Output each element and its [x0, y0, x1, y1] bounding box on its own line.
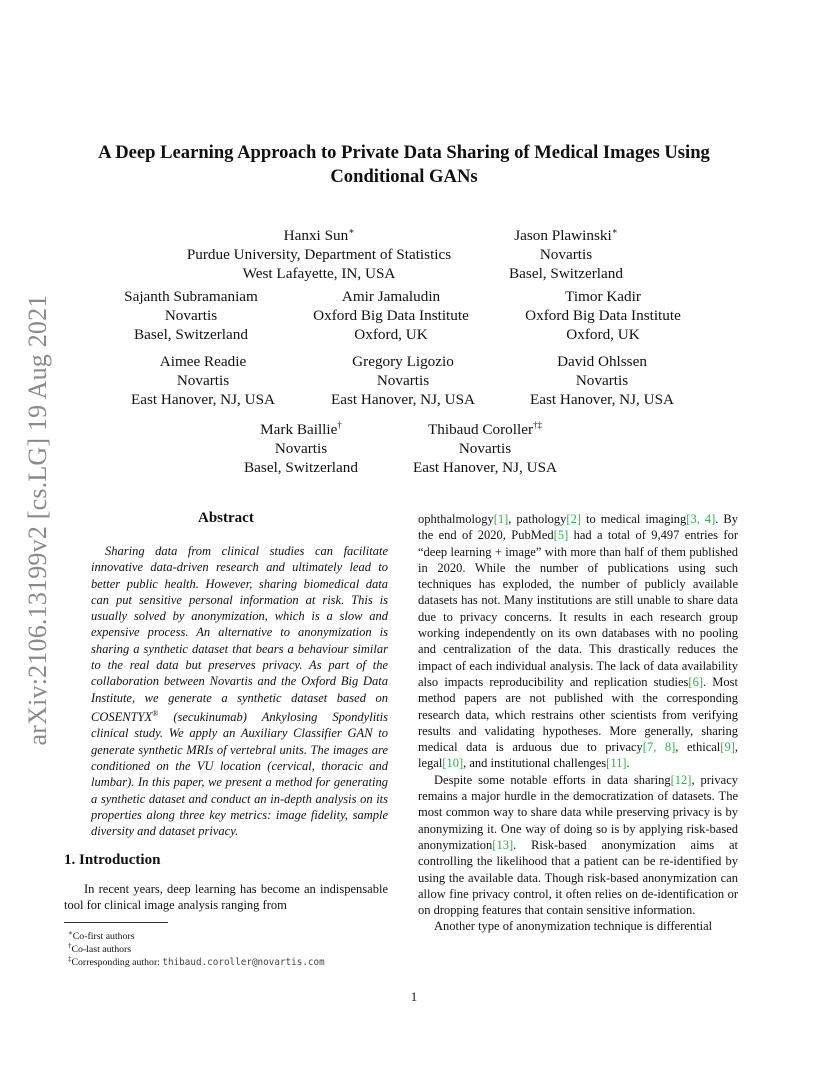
paper-title: [60, 141, 748, 189]
author-block-10: [400, 416, 570, 477]
citation-link[interactable]: [11]: [606, 756, 627, 771]
abstract-heading: Abstract: [198, 510, 254, 526]
text-run: , ethical: [675, 740, 721, 755]
text-run: . Risk-based anonymization aims at controlling the likelihood that a patient can be re-identified by using the available data. Though risk-based anonymization can allow fine privacy control, it often relies on de-identification or on dropping features that contain sensitive information.: [418, 837, 738, 918]
text-run: to medical imaging: [581, 512, 687, 526]
text-run: , privacy remains a major hurdle in the democratization of datasets. The most common way to share data while preserving privacy is by anonymizing it. One way of doing so is by applying risk-based anonymization: [418, 772, 738, 852]
author-affiliation: Purdue University, Department of Statistics: [186, 246, 452, 263]
text-run: .: [626, 756, 630, 771]
footnote-mark: ‡: [68, 955, 72, 963]
text-run: Another type of anonymization technique is differential: [434, 919, 713, 934]
citation-link[interactable]: [5]: [553, 528, 569, 543]
author-location: East Hanover, NJ, USA: [412, 459, 558, 476]
text-run: had a total of 9,497 entries for “deep learning + image” with more than half of them published in 2020. While the number of publications using such techniques has exploded, the number of publicly available datasets has not. Many institutions are still unable to share data due to privacy concerns. It results in each research group working independently on its own databases with no pooling and centralization of the data. This drastically reduces the impact of each individual analysis. The lack of data availability also impacts reproducibility and replication studies: [418, 528, 738, 689]
author-location: Basel, Switzerland: [509, 265, 623, 282]
author-block-9: [232, 416, 370, 477]
author-mark: †: [337, 420, 342, 430]
author-affiliation: Novartis: [164, 307, 218, 324]
arxiv-stamp: arXiv:2106.13199v2 [cs.LG] 19 Aug 2021: [23, 294, 52, 746]
author-name: Hanxi Sun: [283, 227, 349, 244]
author-block-4: [304, 287, 478, 344]
intro-text: In recent years, deep learning has become an indispensable tool for clinical image analysis ranging from: [64, 882, 388, 913]
citation-link[interactable]: [2]: [566, 512, 581, 526]
page-number: 1: [410, 990, 418, 1004]
author-affiliation: Novartis: [274, 440, 328, 457]
text-run: , and institutional challenges: [463, 756, 607, 771]
author-affiliation: Novartis: [376, 372, 430, 389]
author-affiliation: Novartis: [539, 246, 593, 263]
author-name: Aimee Readie: [159, 353, 247, 370]
author-name: Mark Baillie: [260, 421, 338, 438]
author-affiliation: Oxford Big Data Institute: [313, 307, 469, 324]
registered-mark: ®: [152, 708, 159, 718]
author-affiliation: Novartis: [176, 372, 230, 389]
author-location: East Hanover, NJ, USA: [330, 391, 476, 408]
footnote-3: [68, 953, 325, 969]
author-block-1: [178, 222, 460, 283]
author-block-6: [118, 352, 288, 409]
author-name: Timor Kadir: [565, 288, 641, 305]
author-mark: ∗: [348, 226, 355, 236]
right-paragraph-3: [418, 918, 738, 934]
intro-paragraph: [64, 881, 388, 914]
abstract-part-2: (secukinumab) Ankylosing Spondylitis clinical study. We apply an Auxiliary Classifier GAN to generate synthetic MRIs of vertebral units. The images are conditioned on the VU location (cervical, thoracic and lumbar). In this paper, we present a method for generating a synthetic dataset and conduct an in-depth analysis on its properties along three key metrics: image fidelity, sample diversity and dataset privacy.: [91, 710, 388, 839]
title-line-2: Conditional GANs: [330, 166, 478, 187]
footnote-text: Co-last authors: [71, 944, 132, 955]
author-block-3: [112, 287, 270, 344]
citation-link[interactable]: [13]: [492, 837, 514, 852]
author-name: David Ohlssen: [557, 353, 647, 370]
author-block-7: [318, 352, 488, 409]
title-line-1: A Deep Learning Approach to Private Data Sharing of Medical Images Using: [98, 142, 710, 163]
author-name: Thibaud Coroller: [427, 421, 534, 438]
author-block-2: [496, 222, 636, 283]
text-run: . Most method papers are not published with the corresponding research data, which restrains other scientists from verifying results and validating hypotheses. More generally, sharing medical data is arduous due to privacy: [418, 674, 738, 755]
citation-link[interactable]: [3, 4]: [686, 512, 716, 526]
citation-link[interactable]: [10]: [442, 756, 464, 771]
text-run: , legal: [418, 740, 738, 771]
text-run: Despite some notable efforts in data sharing: [434, 772, 671, 787]
footnote-text: Corresponding author:: [71, 957, 163, 968]
text-run: ophthalmology: [418, 512, 494, 526]
author-affiliation: Oxford Big Data Institute: [525, 307, 681, 324]
author-name: Sajanth Subramaniam: [124, 288, 258, 305]
citation-link[interactable]: [12]: [670, 772, 692, 787]
citation-link[interactable]: [1]: [493, 512, 509, 526]
text-run: , pathology: [508, 512, 567, 526]
author-block-8: [517, 352, 687, 409]
abstract-text: [91, 543, 388, 840]
author-location: Oxford, UK: [566, 326, 640, 343]
author-affiliation: Novartis: [458, 440, 512, 457]
section-heading-introduction: 1. Introduction: [64, 852, 161, 868]
author-name: Gregory Ligozio: [352, 353, 454, 370]
right-column: [418, 511, 738, 935]
author-block-5: [516, 287, 690, 344]
text-run: . By the end of 2020, PubMed: [418, 512, 738, 543]
citation-link[interactable]: [6]: [688, 674, 703, 689]
right-paragraph-2: [418, 772, 738, 919]
author-location: Oxford, UK: [354, 326, 428, 343]
abstract-part-1: Sharing data from clinical studies can facilitate innovative data-driven research and ultimately lead to better public health. However, sharing biomedical data can put sensitive personal information at risk. This is usually solved by anonymization, which is a slow and expensive process. An alternative to anonymization is sharing a synthetic dataset that bears a behaviour similar to the real data but preserves privacy. As part of the collaboration between Novartis and the Oxford Big Data Institute, we generate a synthetic dataset based on COSENTYX: [91, 544, 388, 725]
right-paragraph-1: [418, 511, 738, 772]
author-affiliation: Novartis: [575, 372, 629, 389]
author-location: West Lafayette, IN, USA: [242, 265, 396, 282]
citation-link[interactable]: [9]: [720, 740, 735, 755]
author-location: East Hanover, NJ, USA: [529, 391, 675, 408]
author-location: Basel, Switzerland: [244, 459, 358, 476]
footnote-text: Co-first authors: [72, 931, 135, 942]
author-location: East Hanover, NJ, USA: [130, 391, 276, 408]
author-location: Basel, Switzerland: [134, 326, 248, 343]
corresponding-email: thibaud.coroller@novartis.com: [162, 957, 325, 968]
author-name: Amir Jamaludin: [341, 288, 441, 305]
footnote-mark: ∗: [68, 929, 73, 937]
footnote-rule: [64, 922, 168, 923]
author-mark: ∗: [611, 226, 618, 236]
citation-link[interactable]: [7, 8]: [642, 740, 676, 755]
footnote-mark: †: [68, 942, 72, 950]
author-mark: †‡: [533, 420, 543, 430]
author-name: Jason Plawinski: [514, 227, 612, 244]
